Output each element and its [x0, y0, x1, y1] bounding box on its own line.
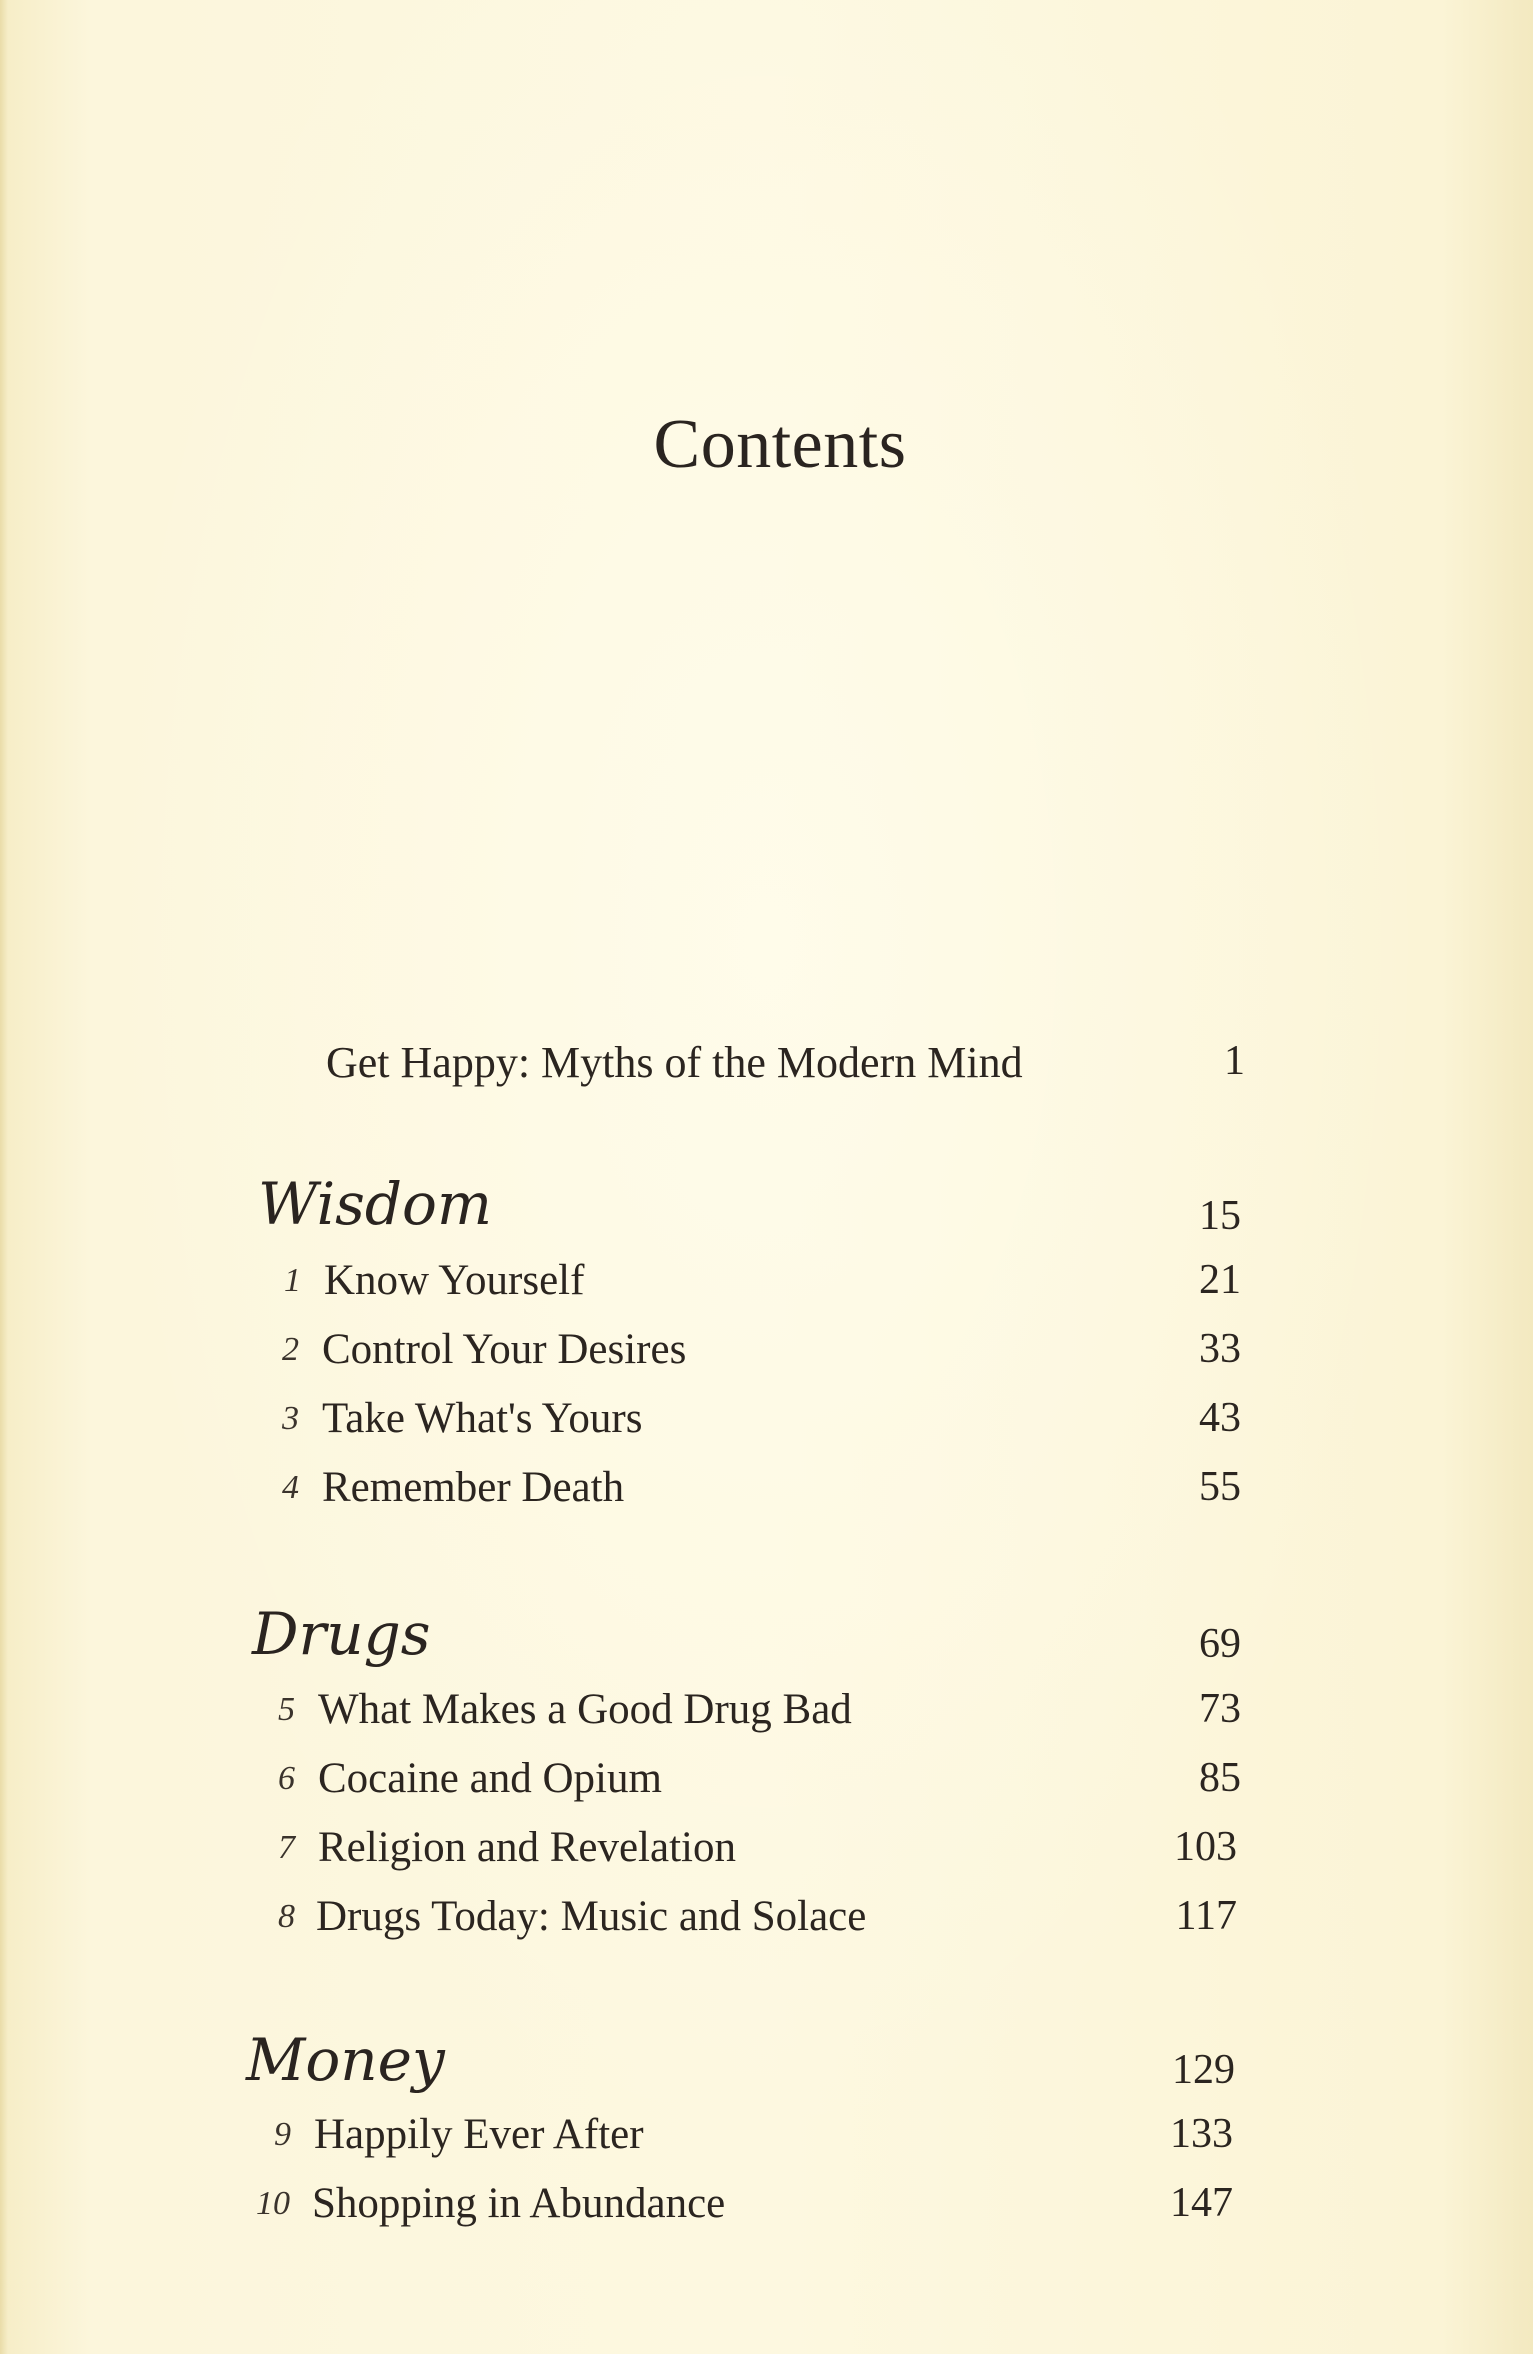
page-title: Contents [653, 406, 907, 483]
toc-entry [0, 1256, 1533, 1316]
part-heading-drugs: Drugs [252, 1600, 431, 1668]
chapter-title: Drugs Today: Music and Solace [316, 1893, 867, 1940]
part-page-money: 129 [1172, 2047, 1235, 2093]
chapter-title: Shopping in Abundance [312, 2180, 726, 2227]
chapter-number: 10 [256, 2185, 290, 2222]
toc-entry [0, 1394, 1533, 1454]
chapter-page: 103 [1174, 1824, 1237, 1870]
chapter-title: Cocaine and Opium [318, 1755, 662, 1802]
chapter-page: 43 [1199, 1395, 1241, 1441]
chapter-number: 5 [278, 1691, 295, 1728]
chapter-number: 8 [278, 1898, 295, 1935]
chapter-title: Know Yourself [324, 1257, 585, 1304]
chapter-page: 85 [1199, 1755, 1241, 1801]
chapter-page: 21 [1199, 1257, 1241, 1303]
toc-entry [0, 2110, 1533, 2170]
toc-entry [0, 1685, 1533, 1745]
chapter-title: Remember Death [322, 1464, 625, 1511]
chapter-title: Happily Ever After [314, 2111, 644, 2158]
part-page-wisdom: 15 [1199, 1193, 1241, 1239]
chapter-title: Control Your Desires [322, 1326, 687, 1373]
chapter-page: 133 [1170, 2111, 1233, 2157]
toc-entry [0, 1463, 1533, 1523]
chapter-number: 4 [282, 1469, 299, 1506]
chapter-page: 117 [1175, 1893, 1237, 1939]
chapter-number: 7 [278, 1829, 295, 1866]
chapter-page: 73 [1199, 1686, 1241, 1732]
chapter-page: 33 [1199, 1326, 1241, 1372]
chapter-number: 9 [274, 2116, 291, 2153]
toc-entry [0, 1823, 1533, 1883]
chapter-number: 2 [282, 1331, 299, 1368]
toc-entry-intro [0, 1037, 1533, 1097]
part-heading-money: Money [246, 2026, 445, 2094]
part-page-drugs: 69 [1199, 1621, 1241, 1667]
chapter-number: 1 [284, 1262, 301, 1299]
toc-entry [0, 1325, 1533, 1385]
toc-entry-title: Get Happy: Myths of the Modern Mind [326, 1038, 1023, 1087]
toc-entry-page: 1 [1224, 1038, 1245, 1084]
chapter-title: Take What's Yours [322, 1395, 643, 1442]
chapter-number: 6 [278, 1760, 295, 1797]
part-heading-wisdom: Wisdom [258, 1170, 492, 1238]
toc-entry [0, 1892, 1533, 1952]
chapter-page: 55 [1199, 1464, 1241, 1510]
chapter-title: What Makes a Good Drug Bad [318, 1686, 852, 1733]
chapter-page: 147 [1170, 2180, 1233, 2226]
chapter-title: Religion and Revelation [318, 1824, 736, 1871]
chapter-number: 3 [282, 1400, 299, 1437]
toc-entry [0, 1754, 1533, 1814]
toc-entry [0, 2179, 1533, 2239]
